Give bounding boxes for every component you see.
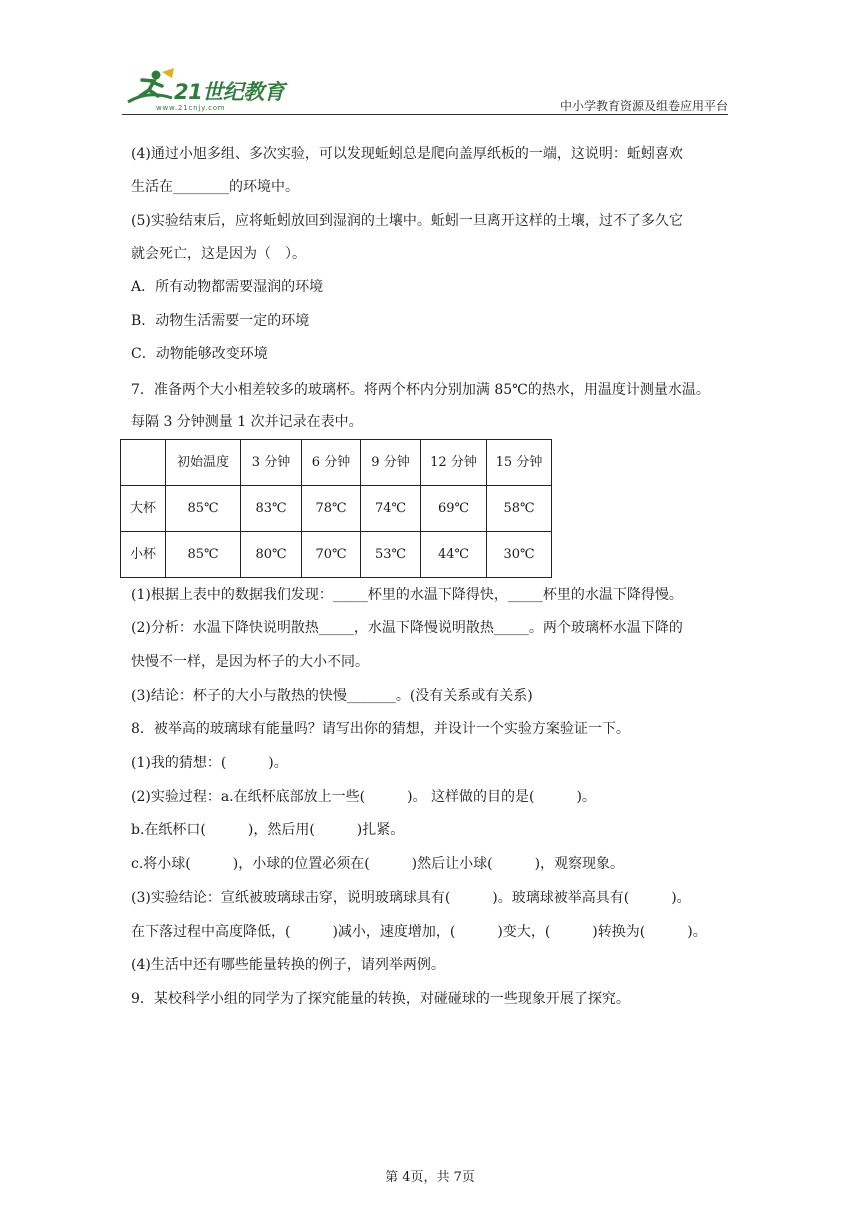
logo-url: www.21cnjy.com <box>156 104 226 112</box>
q6-5-option-a: A．所有动物都需要湿润的环境 <box>131 279 324 295</box>
table-cell: 83℃ <box>241 486 302 532</box>
table-cell: 80℃ <box>241 532 302 578</box>
q7-text-cont: 每隔 3 分钟测量 1 次并记录在表中。 <box>131 414 363 430</box>
q8-3-text-cont: 在下落过程中高度降低，( )减小，速度增加，( )变大，( )转换为( )。 <box>131 924 707 940</box>
q9-text: 9．某校科学小组的同学为了探究能量的转换，对碰碰球的一些现象开展了探究。 <box>131 991 630 1007</box>
q6-5-option-c: C．动物能够改变环境 <box>131 346 268 362</box>
q8-2b-text: b.在纸杯口( )，然后用( )扎紧。 <box>131 822 405 838</box>
table-cell: 69℃ <box>421 486 487 532</box>
q6-5-option-b: B．动物生活需要一定的环境 <box>131 313 310 329</box>
q6-4-text-cont: 生活在________的环境中。 <box>131 179 299 195</box>
q7-2-text: (2)分析：水温下降快说明散热_____，水温下降慢说明散热_____。两个玻璃杯水温下降的 <box>131 620 683 636</box>
table-cell: 78℃ <box>302 486 361 532</box>
table-row <box>121 486 552 532</box>
site-logo[interactable] <box>122 66 292 112</box>
q8-1-text: (1)我的猜想：( )。 <box>131 755 288 771</box>
table-row <box>121 532 552 578</box>
table-cell: 30℃ <box>487 532 552 578</box>
q8-title: 8．被举高的玻璃球有能量吗？请写出你的猜想，并设计一个实验方案验证一下。 <box>131 721 630 737</box>
table-header-cell: 15 分钟 <box>487 440 552 486</box>
q7-2-text-cont: 快慢不一样，是因为杯子的大小不同。 <box>131 654 369 670</box>
q8-4-text: (4)生活中还有哪些能量转换的例子，请列举两例。 <box>131 957 445 973</box>
page-header <box>122 66 728 118</box>
q7-1-text: (1)根据上表中的数据我们发现：_____杯里的水温下降得快，_____杯里的水温下降得慢。 <box>131 587 683 603</box>
q6-5-text-cont: 就会死亡，这是因为（ ）。 <box>131 246 306 262</box>
table-cell: 大杯 <box>121 486 166 532</box>
table-cell: 小杯 <box>121 532 166 578</box>
logo-text: 21世纪教育 <box>174 80 285 104</box>
page-number: 第 4页，共 7页 <box>385 1170 475 1185</box>
table-cell: 44℃ <box>421 532 487 578</box>
q7-3-text: (3)结论：杯子的大小与散热的快慢_______。(没有关系或有关系) <box>131 688 533 704</box>
table-header-cell: 初始温度 <box>166 440 241 486</box>
table-cell: 74℃ <box>361 486 421 532</box>
q8-2c-text: c.将小球( )，小球的位置必须在( )然后让小球( )，观察现象。 <box>131 856 625 872</box>
table-header-row <box>121 440 552 486</box>
table-header-cell: 3 分钟 <box>241 440 302 486</box>
q6-4-text: (4)通过小旭多组、多次实验，可以发现蚯蚓总是爬向盖厚纸板的一端，这说明：蚯蚓喜欢 <box>131 146 683 162</box>
q7-text: 7．准备两个大小相差较多的玻璃杯。将两个杯内分别加满 85℃的热水，用温度计测量水温。 <box>131 382 710 398</box>
table-header-cell <box>121 440 166 486</box>
q8-2a-text: (2)实验过程：a.在纸杯底部放上一些( )。 这样做的目的是( )。 <box>131 789 596 805</box>
table-header-cell: 9 分钟 <box>361 440 421 486</box>
table-cell: 70℃ <box>302 532 361 578</box>
table-cell: 85℃ <box>166 486 241 532</box>
table-cell: 85℃ <box>166 532 241 578</box>
table-cell: 53℃ <box>361 532 421 578</box>
table-header-cell: 12 分钟 <box>421 440 487 486</box>
header-divider <box>122 114 728 115</box>
platform-name: 中小学教育资源及组卷应用平台 <box>559 99 728 113</box>
q6-5-text: (5)实验结束后，应将蚯蚓放回到湿润的土壤中。蚯蚓一旦离开这样的土壤，过不了多久它 <box>131 213 683 229</box>
table-cell: 58℃ <box>487 486 552 532</box>
table-header-cell: 6 分钟 <box>302 440 361 486</box>
temperature-table <box>120 439 552 578</box>
q8-3-text: (3)实验结论：宣纸被玻璃球击穿，说明玻璃球具有( )。玻璃球被举高具有( )。 <box>131 890 691 906</box>
